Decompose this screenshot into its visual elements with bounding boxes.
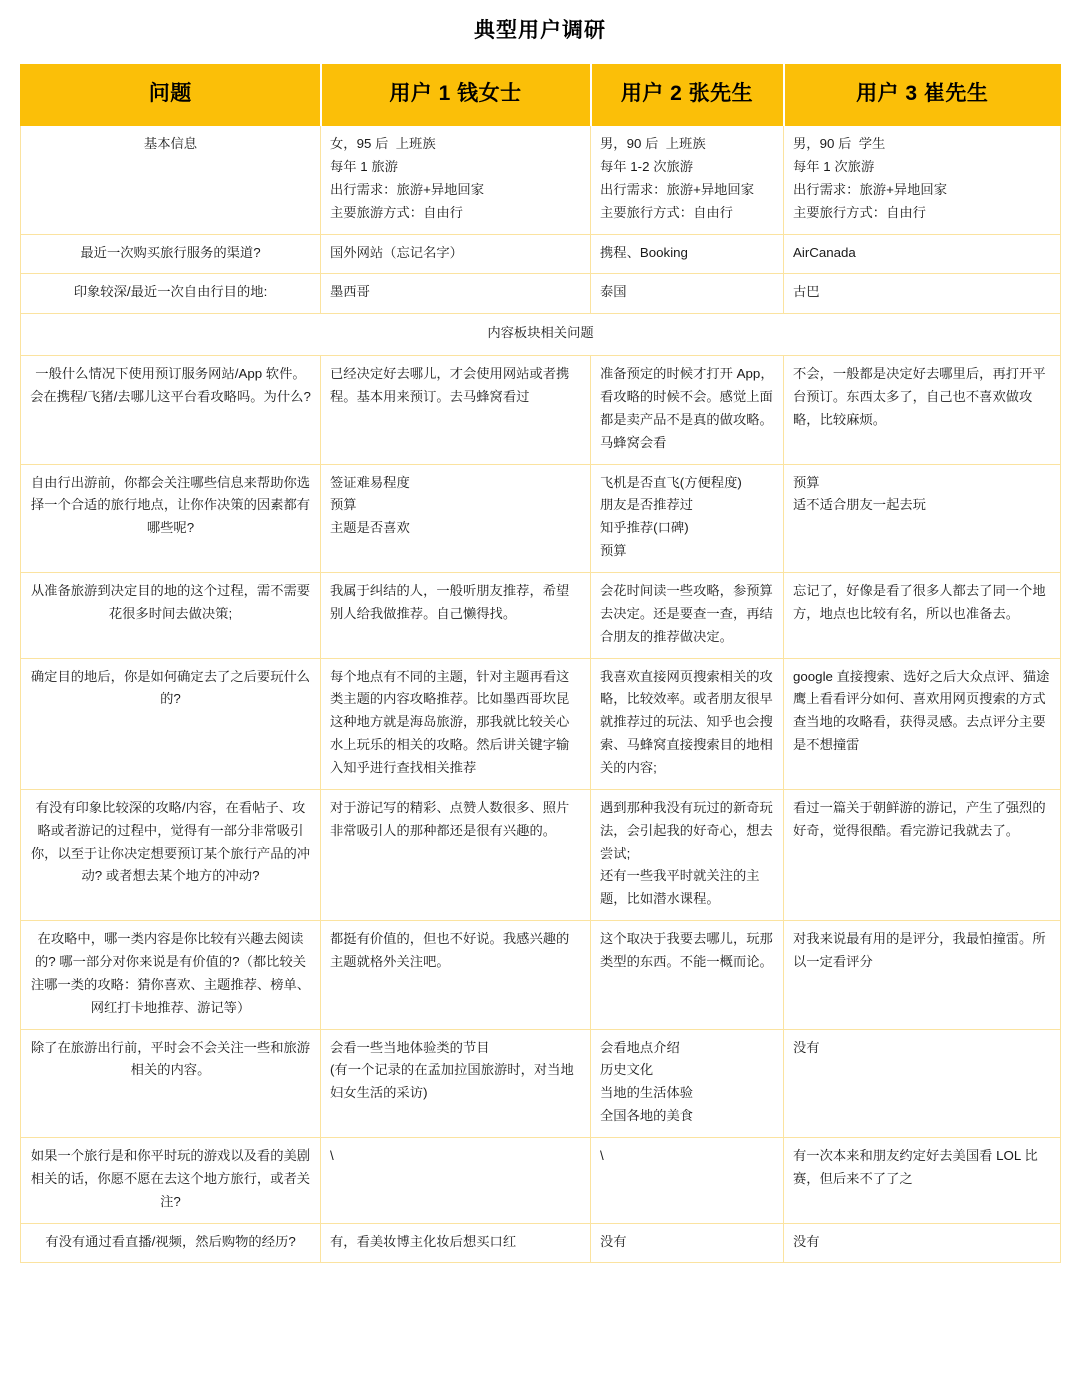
- column-header-user-2: 用户 2 张先生: [591, 65, 784, 126]
- cell-line: 适不适合朋友一起去玩: [793, 497, 926, 513]
- cell-line: google 直接搜索、选好之后大众点评、猫途鹰上看看评分如何、喜欢用网页搜索的方式查当地的攻略看，获得灵感。去点评分主要是不想撞雷: [793, 668, 1050, 753]
- table-row: [21, 234, 1061, 274]
- cell-line: 主要旅行方式：自由行: [600, 204, 733, 220]
- answer-cell-user-2: [591, 658, 784, 789]
- cell-line: 有，看美妆博主化妆后想买口红: [330, 1233, 517, 1249]
- cell-line: 最近一次购买旅行服务的渠道?: [80, 244, 261, 260]
- cell-line: 女，95 后 上班族: [330, 136, 436, 152]
- table-row: [21, 1223, 1061, 1263]
- cell-line: 预算: [793, 474, 820, 490]
- cell-line: \: [600, 1148, 604, 1164]
- answer-cell-user-1: [321, 1029, 591, 1137]
- table-body: [21, 126, 1061, 1263]
- cell-line: 没有: [793, 1039, 820, 1055]
- answer-cell-user-1: [321, 573, 591, 659]
- answer-cell-user-2: [591, 1138, 784, 1224]
- cell-line: 看过一篇关于朝鲜游的游记，产生了强烈的好奇，觉得很酷。看完游记我就去了。: [793, 799, 1046, 838]
- cell-line: 知乎推荐(口碑): [600, 520, 689, 536]
- cell-line: 当地的生活体验: [600, 1085, 694, 1101]
- table-row: [21, 921, 1061, 1029]
- answer-cell-user-2: [591, 789, 784, 920]
- table-row: [21, 274, 1061, 314]
- answer-cell-user-1: [321, 234, 591, 274]
- page-title: 典型用户调研: [474, 19, 606, 42]
- answer-cell-user-1: [321, 274, 591, 314]
- cell-line: 携程、Booking: [600, 244, 688, 260]
- cell-line: 会花时间读一些攻略，参预算去决定。还是要查一查，再结合朋友的推荐做决定。: [600, 583, 773, 644]
- cell-line: 主题是否喜欢: [330, 520, 410, 536]
- cell-line: 一般什么情况下使用预订服务网站/App 软件。会在携程/飞猪/去哪儿这平台看攻略吗。为什么?: [30, 366, 311, 404]
- table-row: [21, 126, 1061, 234]
- table-header: [21, 65, 1061, 126]
- cell-line: 每年 1-2 次旅游: [600, 158, 694, 174]
- answer-cell-user-3: [784, 464, 1061, 572]
- answer-cell-user-1: [321, 921, 591, 1029]
- cell-line: 预算: [600, 543, 627, 559]
- cell-line: 出行需求：旅游+异地回家: [600, 181, 755, 197]
- cell-line: 对我来说最有用的是评分，我最怕撞雷。所以一定看评分: [793, 931, 1046, 970]
- table-row: [21, 464, 1061, 572]
- answer-cell-user-2: [591, 274, 784, 314]
- answer-cell-user-1: [321, 1138, 591, 1224]
- cell-line: 有一次本来和朋友约定好去美国看 LOL 比赛，但后来不了了之: [793, 1148, 1038, 1186]
- table-row: [21, 658, 1061, 789]
- question-cell: [21, 1029, 321, 1137]
- cell-line: 预算: [330, 497, 357, 513]
- cell-line: 每年 1 旅游: [330, 158, 398, 174]
- cell-line: 准备预定的时候才打开 App，看攻略的时候不会。感觉上面都是卖产品不是真的做攻略。马蜂窝会看: [600, 366, 774, 450]
- cell-line: 出行需求：旅游+异地回家: [330, 181, 485, 197]
- answer-cell-user-3: [784, 573, 1061, 659]
- cell-line: 有没有通过看直播/视频，然后购物的经历?: [45, 1233, 296, 1249]
- cell-line: 会看地点介绍: [600, 1039, 680, 1055]
- cell-line: 每个地点有不同的主题，针对主题再看这类主题的内容攻略推荐。比如墨西哥坎昆这种地方就是海岛旅游，那我就比较关心水上玩乐的相关的攻略。然后讲关键字输入知乎进行查找相关推荐: [330, 668, 570, 776]
- answer-cell-user-2: [591, 1029, 784, 1137]
- header-row: [21, 65, 1061, 126]
- answer-cell-user-2: [591, 573, 784, 659]
- answer-cell-user-3: [784, 1029, 1061, 1137]
- cell-line: 已经决定好去哪儿，才会使用网站或者携程。基本用来预订。去马蜂窝看过: [330, 366, 570, 404]
- answer-cell-user-1: [321, 789, 591, 920]
- cell-line: 男，90 后 上班族: [600, 136, 706, 152]
- survey-table-container: [0, 64, 1080, 1283]
- cell-line: 都挺有价值的，但也不好说。我感兴趣的主题就格外关注吧。: [330, 931, 570, 970]
- table-row: [21, 573, 1061, 659]
- column-header-user-1: 用户 1 钱女士: [321, 65, 591, 126]
- answer-cell-user-2: [591, 126, 784, 234]
- question-cell: [21, 789, 321, 920]
- cell-line: (有一个记录的在孟加拉国旅游时，对当地妇女生活的采访): [330, 1062, 574, 1101]
- cell-line: 我喜欢直接网页搜索相关的攻略，比较效率。或者朋友很早就推荐过的玩法、知乎也会搜索、马蜂窝直接搜索目的地相关的内容;: [600, 668, 773, 776]
- cell-line: 忘记了，好像是看了很多人都去了同一个地方，地点也比较有名，所以也准备去。: [793, 583, 1046, 621]
- cell-line: 主要旅行方式：自由行: [793, 204, 926, 220]
- answer-cell-user-3: [784, 921, 1061, 1029]
- cell-line: 出行需求：旅游+异地回家: [793, 181, 948, 197]
- section-label: 内容板块相关问题: [21, 314, 1061, 356]
- cell-line: 会看一些当地体验类的节目: [330, 1039, 490, 1055]
- cell-line: 这个取决于我要去哪儿，玩那类型的东西。不能一概而论。: [600, 931, 773, 970]
- column-header-question: 问题: [21, 65, 321, 126]
- cell-line: 签证难易程度: [330, 474, 410, 490]
- answer-cell-user-3: [784, 789, 1061, 920]
- cell-line: 墨西哥: [330, 284, 370, 300]
- cell-line: 除了在旅游出行前，平时会不会关注一些和旅游相关的内容。: [30, 1039, 311, 1078]
- answer-cell-user-3: [784, 356, 1061, 464]
- question-cell: [21, 464, 321, 572]
- cell-line: 泰国: [600, 284, 627, 300]
- cell-line: 古巴: [793, 284, 820, 300]
- cell-line: 自由行出游前，你都会关注哪些信息来帮助你选择一个合适的旅行地点，让你作决策的因素都有哪些呢?: [30, 474, 311, 536]
- answer-cell-user-3: [784, 126, 1061, 234]
- answer-cell-user-2: [591, 921, 784, 1029]
- cell-line: 印象较深/最近一次自由行目的地:: [73, 284, 268, 300]
- answer-cell-user-1: [321, 126, 591, 234]
- answer-cell-user-2: [591, 464, 784, 572]
- cell-line: 飞机是否直飞(方便程度): [600, 474, 742, 490]
- answer-cell-user-3: [784, 658, 1061, 789]
- cell-line: 如果一个旅行是和你平时玩的游戏以及看的美剧相关的话，你愿不愿在去这个地方旅行，或者关注?: [30, 1148, 311, 1209]
- question-cell: [21, 274, 321, 314]
- answer-cell-user-1: [321, 464, 591, 572]
- cell-line: 每年 1 次旅游: [793, 158, 875, 174]
- answer-cell-user-2: [591, 356, 784, 464]
- answer-cell-user-3: [784, 1223, 1061, 1263]
- cell-line: 不会，一般都是决定好去哪里后，再打开平台预订。东西太多了，自己也不喜欢做攻略，比较麻烦。: [793, 366, 1046, 427]
- question-cell: [21, 126, 321, 234]
- table-row: [21, 1029, 1061, 1137]
- cell-line: 遇到那种我没有玩过的新奇玩法，会引起我的好奇心，想去尝试;: [600, 799, 773, 861]
- answer-cell-user-1: [321, 1223, 591, 1263]
- column-header-user-3: 用户 3 崔先生: [784, 65, 1061, 126]
- table-row: [21, 789, 1061, 920]
- answer-cell-user-3: [784, 1138, 1061, 1224]
- question-cell: [21, 1223, 321, 1263]
- cell-line: 历史文化: [600, 1062, 654, 1078]
- cell-line: 确定目的地后，你是如何确定去了之后要玩什么的?: [30, 668, 311, 707]
- cell-line: 还有一些我平时就关注的主题，比如潜水课程。: [600, 868, 760, 907]
- cell-line: 国外网站（忘记名字）: [330, 244, 463, 260]
- cell-line: AirCanada: [793, 244, 856, 260]
- cell-line: 从准备旅游到决定目的地的这个过程，需不需要花很多时间去做决策;: [30, 583, 311, 621]
- question-cell: [21, 234, 321, 274]
- cell-line: 我属于纠结的人，一般听朋友推荐，希望别人给我做推荐。自己懒得找。: [330, 583, 570, 621]
- answer-cell-user-2: [591, 234, 784, 274]
- cell-line: 基本信息: [143, 136, 198, 152]
- answer-cell-user-2: [591, 1223, 784, 1263]
- cell-line: \: [330, 1148, 334, 1164]
- answer-cell-user-3: [784, 234, 1061, 274]
- question-cell: [21, 921, 321, 1029]
- cell-line: 没有: [793, 1233, 820, 1249]
- cell-line: 在攻略中，哪一类内容是你比较有兴趣去阅读的? 哪一部分对你来说是有价值的?（都比较关注哪一类的攻略：猜你喜欢、主题推荐、榜单、网红打卡地推荐、游记等）: [30, 931, 311, 1015]
- table-row: [21, 1138, 1061, 1224]
- answer-cell-user-1: [321, 658, 591, 789]
- table-row: [21, 356, 1061, 464]
- cell-line: 对于游记写的精彩、点赞人数很多、照片非常吸引人的那种都还是很有兴趣的。: [330, 799, 570, 838]
- cell-line: 主要旅游方式：自由行: [330, 204, 463, 220]
- answer-cell-user-3: [784, 274, 1061, 314]
- section-divider-row: [21, 314, 1061, 356]
- cell-line: 男，90 后 学生: [793, 136, 886, 152]
- question-cell: [21, 356, 321, 464]
- user-research-table: [20, 64, 1061, 1263]
- cell-line: 全国各地的美食: [600, 1108, 694, 1124]
- question-cell: [21, 573, 321, 659]
- answer-cell-user-1: [321, 356, 591, 464]
- question-cell: [21, 1138, 321, 1224]
- cell-line: 朋友是否推荐过: [600, 497, 694, 513]
- question-cell: [21, 658, 321, 789]
- cell-line: 没有: [600, 1233, 627, 1249]
- cell-line: 有没有印象比较深的攻略/内容，在看帖子、攻略或者游记的过程中，觉得有一部分非常吸引你，以至于让你决定想要预订某个旅行产品的冲动? 或者想去某个地方的冲动?: [30, 799, 311, 884]
